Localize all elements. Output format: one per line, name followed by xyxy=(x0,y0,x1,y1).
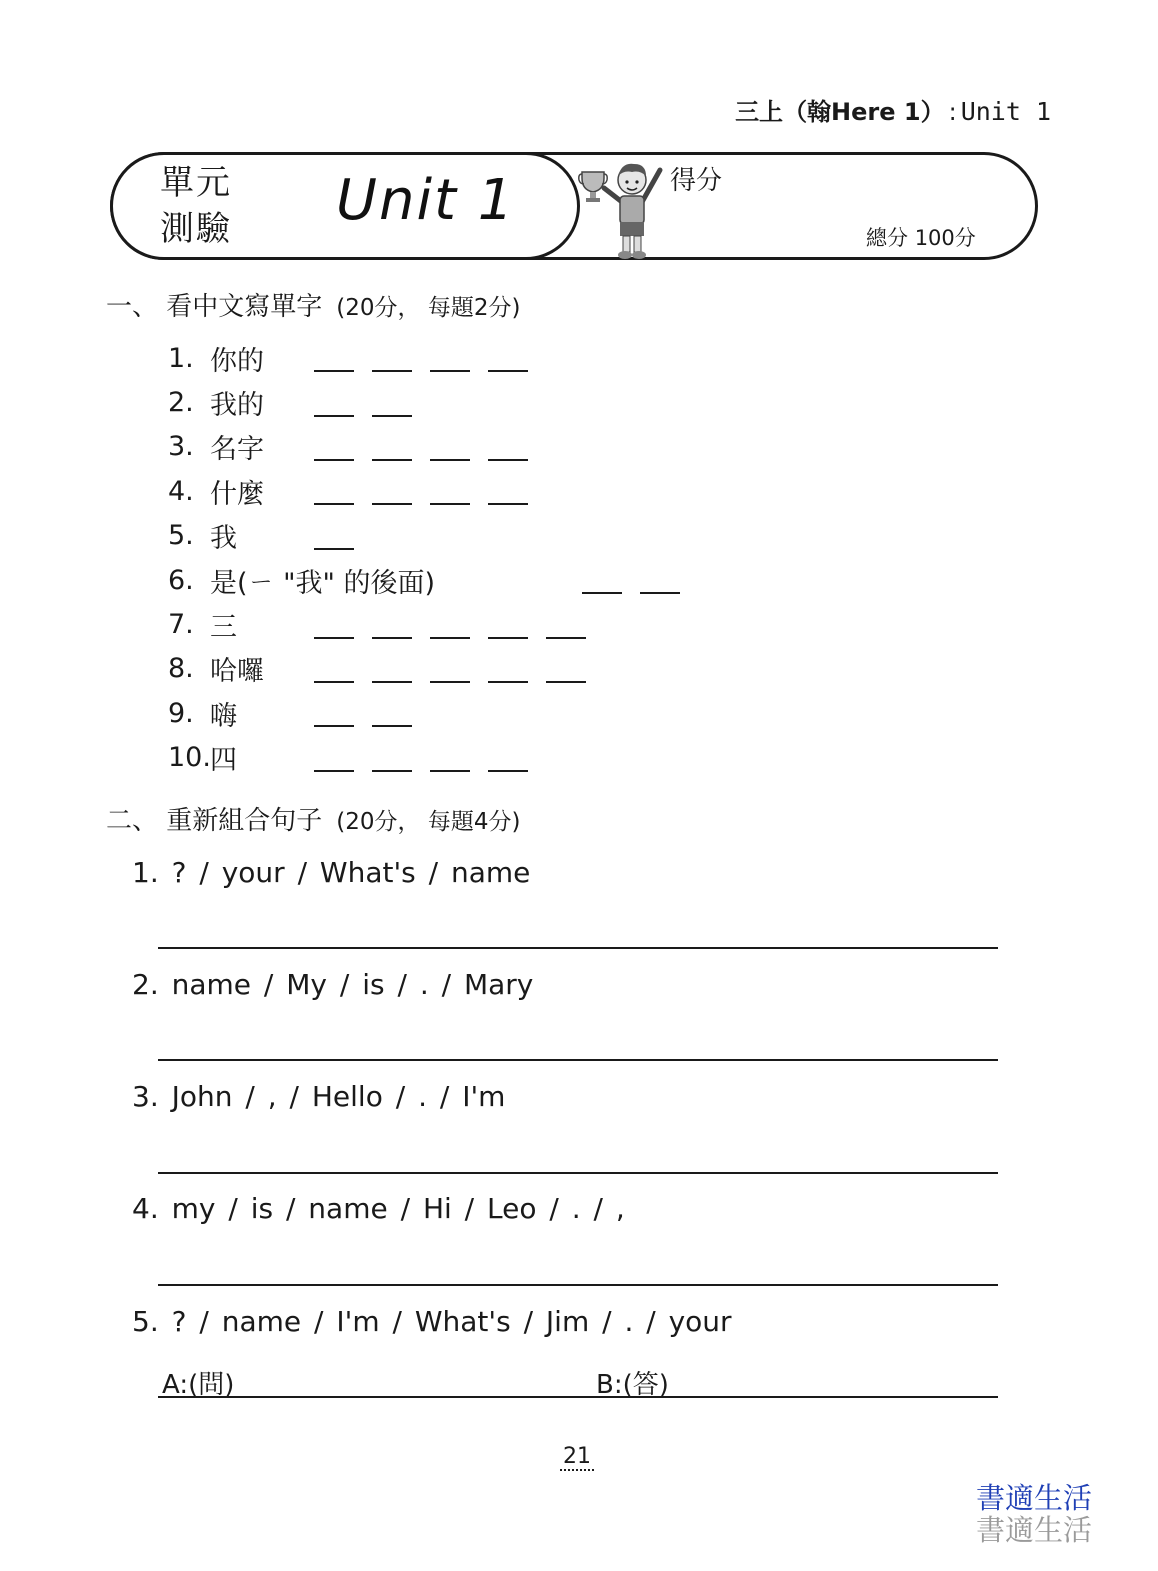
letter-blank[interactable] xyxy=(314,744,354,772)
scrambled-sentence: name / My / is / . / Mary xyxy=(171,968,534,1001)
letter-blank[interactable] xyxy=(372,477,412,505)
item-number: 8. xyxy=(168,653,194,685)
vocab-item xyxy=(168,336,698,380)
item-number: 5. xyxy=(132,1305,159,1338)
answer-line[interactable] xyxy=(158,1172,998,1174)
total-score xyxy=(866,222,976,252)
chinese-word: 名字 xyxy=(210,434,264,466)
letter-blank[interactable] xyxy=(314,477,354,505)
scrambled-sentence: John / , / Hello / . / I'm xyxy=(171,1080,506,1113)
vocab-item xyxy=(168,647,698,691)
total-score-value: 100分 xyxy=(914,226,976,250)
section-2-heading xyxy=(106,800,520,837)
answer-line[interactable] xyxy=(158,1059,998,1061)
chinese-word: 是(ㄧ "我" 的後面) xyxy=(210,567,436,599)
item-number: 3. xyxy=(132,1080,159,1113)
vocab-item xyxy=(168,736,698,780)
chinese-word: 三 xyxy=(210,612,237,644)
section-2-title: 二、 重新組合句子 xyxy=(106,806,323,836)
unit-label: Unit 1 xyxy=(960,97,1051,126)
answer-label: B:(答) xyxy=(596,1370,669,1400)
answer-line[interactable] xyxy=(158,947,998,949)
letter-blank[interactable] xyxy=(488,611,528,639)
letter-blank[interactable] xyxy=(314,522,354,550)
sentence-item xyxy=(132,1080,505,1113)
letter-blank[interactable] xyxy=(546,611,586,639)
letter-blank[interactable] xyxy=(314,655,354,683)
letter-blank[interactable] xyxy=(430,433,470,461)
section-1-heading xyxy=(106,286,520,323)
sentence-item xyxy=(132,968,533,1001)
answer-line[interactable] xyxy=(158,1284,998,1286)
letter-blank[interactable] xyxy=(546,655,586,683)
page-number: 21 xyxy=(560,1444,594,1471)
vocab-item xyxy=(168,691,698,735)
item-number: 7. xyxy=(168,609,194,641)
vocab-item xyxy=(168,380,698,424)
letter-blank[interactable] xyxy=(372,344,412,372)
item-number: 2. xyxy=(168,387,194,419)
section-1-title: 一、 看中文寫單字 xyxy=(106,292,323,322)
letter-blank[interactable] xyxy=(488,433,528,461)
chinese-word: 四 xyxy=(210,745,237,777)
item-number: 4. xyxy=(168,475,194,507)
letter-blank[interactable] xyxy=(430,611,470,639)
letter-blank[interactable] xyxy=(314,344,354,372)
item-number: 1. xyxy=(132,856,159,889)
vocab-item xyxy=(168,425,698,469)
chinese-word: 我的 xyxy=(210,390,264,422)
header-separator: : xyxy=(948,98,957,126)
letter-blank[interactable] xyxy=(372,433,412,461)
letter-blank[interactable] xyxy=(314,699,354,727)
letter-blank[interactable] xyxy=(314,611,354,639)
score-label: 得分 xyxy=(670,166,723,196)
item-number: 4. xyxy=(132,1192,159,1225)
vocab-item xyxy=(168,469,698,513)
section-2-points: (20分， 每題4分) xyxy=(336,809,521,835)
letter-blank[interactable] xyxy=(372,611,412,639)
watermark-logo: 書適生活 xyxy=(976,1481,1093,1515)
sentence-item xyxy=(132,856,530,889)
chinese-word: 你的 xyxy=(210,345,264,377)
letter-blank[interactable] xyxy=(488,655,528,683)
title-line-2: 測驗 xyxy=(160,209,232,249)
item-number: 9. xyxy=(168,697,194,729)
letter-blank[interactable] xyxy=(582,566,622,594)
letter-blank[interactable] xyxy=(372,655,412,683)
chinese-word: 哈囉 xyxy=(210,656,264,688)
mascot-with-trophy-icon xyxy=(578,158,668,262)
scrambled-sentence: ? / name / I'm / What's / Jim / . / your xyxy=(171,1305,732,1338)
letter-blank[interactable] xyxy=(314,433,354,461)
book-label: （翰Here 1） xyxy=(783,98,945,126)
title-line-1: 單元 xyxy=(160,163,232,203)
letter-blank[interactable] xyxy=(430,655,470,683)
letter-blank[interactable] xyxy=(430,744,470,772)
letter-blank[interactable] xyxy=(314,389,354,417)
letter-blank[interactable] xyxy=(372,744,412,772)
letter-blank[interactable] xyxy=(372,699,412,727)
unit-title-english: Unit 1 xyxy=(336,168,516,233)
item-number: 2. xyxy=(132,968,159,1001)
letter-blank[interactable] xyxy=(430,477,470,505)
grade-label: 三上 xyxy=(735,98,784,126)
unit-test-title xyxy=(160,160,232,252)
vocab-list xyxy=(168,336,698,780)
letter-blank[interactable] xyxy=(640,566,680,594)
chinese-word: 什麼 xyxy=(210,478,264,510)
item-number: 1. xyxy=(168,342,194,374)
letter-blank[interactable] xyxy=(488,344,528,372)
total-score-label: 總分 xyxy=(866,226,908,250)
item-number: 5. xyxy=(168,520,194,552)
sentence-item xyxy=(132,1305,732,1338)
letter-blank[interactable] xyxy=(372,389,412,417)
sentence-item xyxy=(132,1192,625,1225)
item-number: 3. xyxy=(168,431,194,463)
scrambled-sentence: my / is / name / Hi / Leo / . / , xyxy=(171,1192,625,1225)
chinese-word: 嗨 xyxy=(210,700,237,732)
letter-blank[interactable] xyxy=(430,344,470,372)
section-1-points: (20分， 每題2分) xyxy=(336,295,521,321)
scrambled-sentence: ? / your / What's / name xyxy=(171,856,531,889)
item-number: 10. xyxy=(168,742,211,774)
answer-line[interactable] xyxy=(158,1396,998,1398)
vocab-item xyxy=(168,558,698,602)
letter-blank[interactable] xyxy=(488,477,528,505)
vocab-item xyxy=(168,514,698,558)
page-header xyxy=(735,92,1051,127)
watermark-logo-shadow: 書適生活 xyxy=(976,1513,1093,1547)
chinese-word: 我 xyxy=(210,523,237,555)
item-number: 6. xyxy=(168,564,194,596)
letter-blank[interactable] xyxy=(488,744,528,772)
question-label: A:(問) xyxy=(162,1370,235,1400)
vocab-item xyxy=(168,602,698,646)
